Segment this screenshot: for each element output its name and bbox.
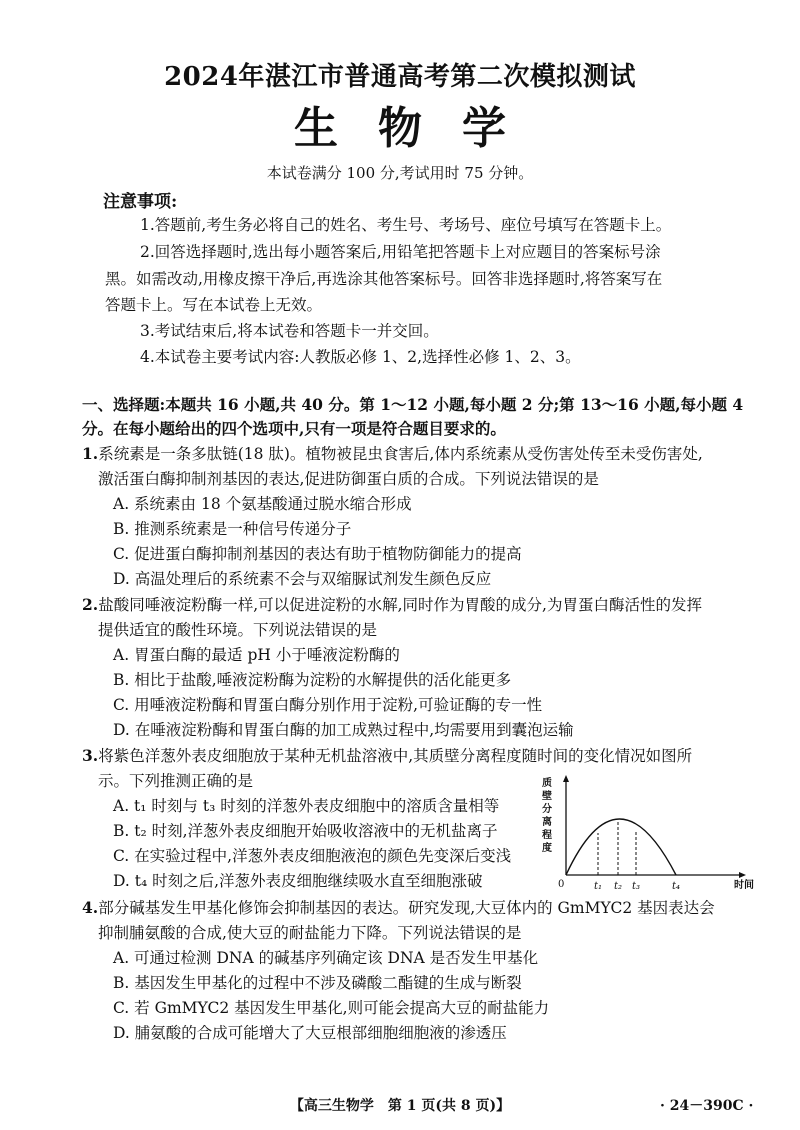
question-1-stem-cont: 激活蛋白酶抑制剂基因的表达,促进防御蛋白质的合成。下列说法错误的是	[98, 470, 599, 488]
question-4-option-c: C. 若 GmMYC2 基因发生甲基化,则可能会提高大豆的耐盐能力	[113, 999, 550, 1017]
x-axis-arrow	[739, 872, 746, 878]
question-4-stem-cont: 抑制脯氨酸的合成,使大豆的耐盐能力下降。下列说法错误的是	[98, 924, 522, 942]
section-heading-line: 一、选择题:本题共 16 小题,共 40 分。第 1～12 小题,每小题 2 分;第 13～16 小题,每小题 4	[82, 395, 744, 414]
plasmolysis-curve	[566, 819, 676, 875]
question-1-option-b: B. 推测系统素是一种信号传递分子	[113, 520, 352, 538]
question-1-option-d: D. 高温处理后的系统素不会与双缩脲试剂发生颜色反应	[113, 570, 492, 588]
section-heading-line: 分。在每小题给出的四个选项中,只有一项是符合题目要求的。	[82, 419, 506, 438]
tick-label-t3: t₃	[632, 881, 641, 892]
question-2-option-b: B. 相比于盐酸,唾液淀粉酶为淀粉的水解提供的活化能更多	[113, 671, 512, 689]
notes-heading: 注意事项:	[103, 192, 178, 212]
y-axis-label-char: 离	[542, 817, 552, 828]
y-axis-arrow	[563, 775, 569, 782]
question-number: 3.	[82, 746, 99, 765]
question-3-option-b: B. t₂ 时刻,洋葱外表皮细胞开始吸收溶液中的无机盐离子	[113, 822, 498, 840]
question-1-stem	[82, 442, 703, 466]
exam-code: · 24－390C ·	[660, 1098, 754, 1114]
plasmolysis-graph	[520, 775, 782, 895]
question-4-option-b: B. 基因发生甲基化的过程中不涉及磷酸二酯键的生成与断裂	[113, 974, 522, 992]
question-2-option-a: A. 胃蛋白酶的最适 pH 小于唾液淀粉酶的	[113, 646, 400, 664]
question-number: 2.	[82, 595, 99, 614]
question-stem-text: 将紫色洋葱外表皮细胞放于某种无机盐溶液中,其质壁分离程度随时间的变化情况如图所	[98, 747, 693, 765]
question-4-option-d: D. 脯氨酸的合成可能增大了大豆根部细胞细胞液的渗透压	[113, 1024, 507, 1042]
question-2-stem	[82, 593, 702, 617]
question-3-option-c: C. 在实验过程中,洋葱外表皮细胞液泡的颜色先变深后变浅	[113, 847, 512, 865]
question-number: 4.	[82, 898, 99, 917]
note-line: 1.答题前,考生务必将自己的姓名、考生号、考场号、座位号填写在答题卡上。	[140, 216, 672, 234]
question-2-stem-cont: 提供适宜的酸性环境。下列说法错误的是	[98, 621, 378, 639]
note-line: 黑。如需改动,用橡皮擦干净后,再选涂其他答案标号。回答非选择题时,将答案写在	[105, 270, 663, 288]
y-axis-label-char: 壁	[542, 791, 552, 802]
x-axis-label: 时间	[734, 880, 754, 891]
y-axis-label-char: 程	[542, 830, 552, 841]
question-number: 1.	[82, 444, 99, 463]
page-footer: 【高三生物学 第 1 页(共 8 页)】	[289, 1098, 511, 1114]
question-3-option-a: A. t₁ 时刻与 t₃ 时刻的洋葱外表皮细胞中的溶质含量相等	[113, 797, 500, 815]
note-line: 2.回答选择题时,选出每小题答案后,用铅笔把答题卡上对应题目的答案标号涂	[140, 243, 661, 261]
question-2-option-d: D. 在唾液淀粉酶和胃蛋白酶的加工成熟过程中,均需要用到囊泡运输	[113, 721, 574, 739]
question-stem-text: 盐酸同唾液淀粉酶一样,可以促进淀粉的水解,同时作为胃酸的成分,为胃蛋白酶活性的发挥	[98, 596, 702, 614]
question-3-stem-cont: 示。下列推测正确的是	[98, 772, 254, 790]
question-1-option-c: C. 促进蛋白酶抑制剂基因的表达有助于植物防御能力的提高	[113, 545, 522, 563]
question-4-option-a: A. 可通过检测 DNA 的碱基序列确定该 DNA 是否发生甲基化	[113, 949, 539, 967]
y-axis-label-char: 度	[542, 843, 552, 854]
question-4-stem	[82, 896, 715, 920]
question-3-option-d: D. t₄ 时刻之后,洋葱外表皮细胞继续吸水直至细胞涨破	[113, 872, 483, 890]
y-axis-label-char: 分	[542, 804, 552, 815]
tick-label-t2: t₂	[614, 881, 623, 892]
exam-intro: 本试卷满分 100 分,考试用时 75 分钟。	[266, 164, 534, 182]
exam-title: 2024年湛江市普通高考第二次模拟测试	[164, 62, 636, 92]
question-3-stem	[82, 744, 692, 768]
question-stem-text: 系统素是一条多肽链(18 肽)。植物被昆虫食害后,体内系统素从受伤害处传至未受伤害处,	[98, 445, 703, 463]
question-1-option-a: A. 系统素由 18 个氨基酸通过脱水缩合形成	[113, 495, 412, 513]
tick-label-t4: t₄	[672, 881, 681, 892]
question-stem-text: 部分碱基发生甲基化修饰会抑制基因的表达。研究发现,大豆体内的 GmMYC2 基因表达会	[98, 899, 715, 917]
y-axis-label-char: 质	[542, 778, 552, 789]
note-line: 3.考试结束后,将本试卷和答题卡一并交回。	[140, 322, 439, 340]
tick-label-t1: t₁	[594, 881, 603, 892]
subject-title: 生物学	[294, 103, 546, 154]
note-line: 4.本试卷主要考试内容:人教版必修 1、2,选择性必修 1、2、3。	[140, 348, 581, 366]
question-2-option-c: C. 用唾液淀粉酶和胃蛋白酶分别作用于淀粉,可验证酶的专一性	[113, 696, 543, 714]
origin-label: 0	[558, 879, 565, 890]
note-line: 答题卡上。写在本试卷上无效。	[105, 296, 323, 314]
